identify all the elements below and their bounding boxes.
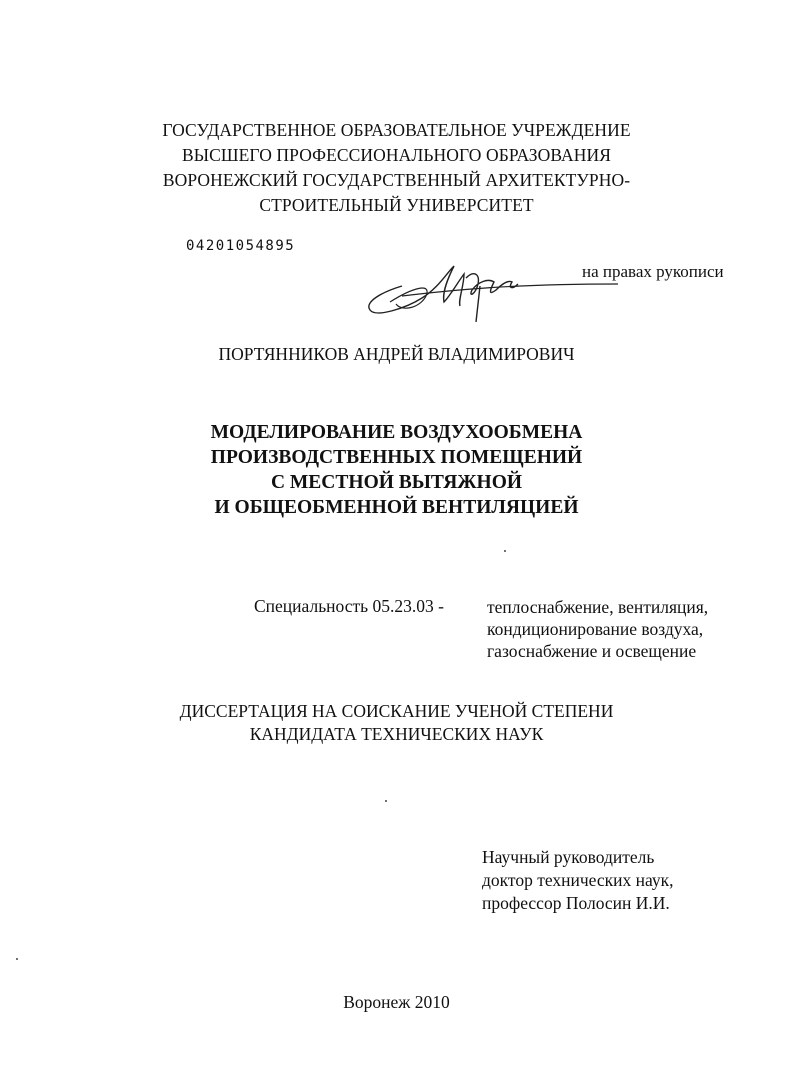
institution-line: ВЫСШЕГО ПРОФЕССИОНАЛЬНОГО ОБРАЗОВАНИЯ xyxy=(181,145,612,165)
speck xyxy=(16,958,18,960)
institution-line: СТРОИТЕЛЬНЫЙ УНИВЕРСИТЕТ xyxy=(259,195,534,215)
speck xyxy=(385,800,387,802)
speck xyxy=(504,550,506,552)
dissertation-title xyxy=(0,420,793,520)
title-line: МОДЕЛИРОВАНИЕ ВОЗДУХООБМЕНА xyxy=(210,422,583,443)
supervisor-line: Научный руководитель xyxy=(482,847,655,867)
institution-line: ГОСУДАРСТВЕННОЕ ОБРАЗОВАТЕЛЬНОЕ УЧРЕЖДЕНИЕ xyxy=(162,120,631,140)
specialty-line: газоснабжение и освещение xyxy=(487,641,697,661)
degree-statement xyxy=(0,700,793,746)
city-year: Воронеж 2010 xyxy=(343,992,450,1012)
specialty-line: теплоснабжение, вентиляция, xyxy=(487,597,709,617)
title-line: И ОБЩЕОБМЕННОЙ ВЕНТИЛЯЦИЕЙ xyxy=(214,497,579,518)
manuscript-note: на правах рукописи xyxy=(582,262,724,281)
specialty-description xyxy=(487,596,708,662)
catalog-number: 04201054895 xyxy=(186,238,296,254)
title-line: ПРОИЗВОДСТВЕННЫХ ПОМЕЩЕНИЙ xyxy=(210,447,583,468)
specialty-label: Специальность 05.23.03 - xyxy=(254,596,444,616)
supervisor-block xyxy=(482,846,674,915)
institution-header xyxy=(0,118,793,218)
degree-line: ДИССЕРТАЦИЯ НА СОИСКАНИЕ УЧЕНОЙ СТЕПЕНИ xyxy=(179,701,614,721)
specialty-line: кондиционирование воздуха, xyxy=(487,619,704,639)
degree-line: КАНДИДАТА ТЕХНИЧЕСКИХ НАУК xyxy=(249,724,544,744)
institution-line: ВОРОНЕЖСКИЙ ГОСУДАРСТВЕННЫЙ АРХИТЕКТУРНО- xyxy=(162,170,631,190)
title-line: С МЕСТНОЙ ВЫТЯЖНОЙ xyxy=(270,472,523,493)
author-name: ПОРТЯННИКОВ АНДРЕЙ ВЛАДИМИРОВИЧ xyxy=(218,344,575,364)
supervisor-line: профессор Полосин И.И. xyxy=(482,893,670,913)
supervisor-line: доктор технических наук, xyxy=(482,870,674,890)
